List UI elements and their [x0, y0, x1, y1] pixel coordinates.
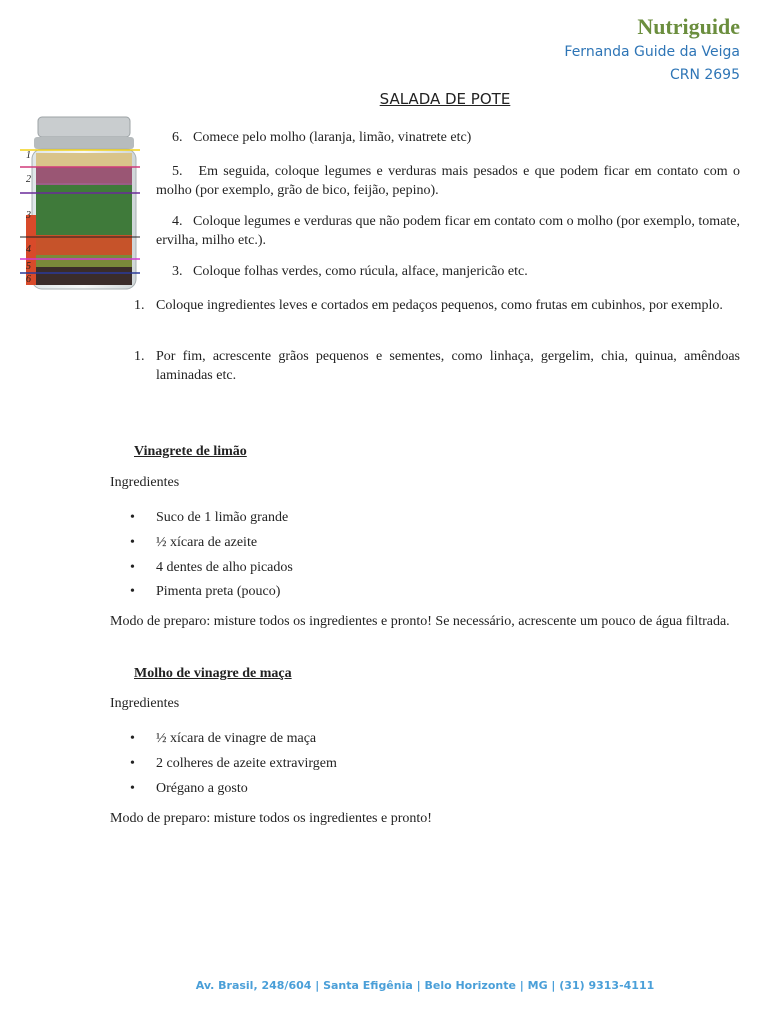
footer-address: Av. Brasil, 248/604 | Santa Efigênia | Belo Horizonte | MG | (31) 9313-4111 [195, 979, 655, 992]
jar-label-2: 2 [26, 174, 31, 185]
molho-heading: Molho de vinagre de maça [134, 666, 292, 681]
brand-name: Nutriguide [637, 14, 740, 39]
salad-jar-image [20, 115, 140, 295]
crn-number: CRN 2695 [669, 67, 740, 83]
list-item: • Suco de 1 limão grande [130, 510, 289, 525]
step-3: 3. Coloque folhas verdes, como rúcula, alface, manjericão etc. [172, 264, 528, 279]
page-title: SALADA DE POTE [379, 90, 511, 108]
jar-label-6: 6 [26, 274, 31, 285]
step-6: 6. Comece pelo molho (laranja, limão, vinatrete etc) [172, 130, 472, 145]
list-item: • 4 dentes de alho picados [130, 560, 293, 575]
vinagrete-ingredients-label: Ingredientes [110, 475, 180, 490]
jar-label-4: 4 [26, 244, 31, 255]
author-name: Fernanda Guide da Veiga [564, 44, 740, 60]
molho-ingredients-label: Ingredientes [110, 696, 180, 711]
molho-preparo: Modo de preparo: misture todos os ingredientes e pronto! [110, 811, 432, 826]
jar-label-3: 3 [26, 210, 31, 221]
list-item: • Pimenta preta (pouco) [130, 584, 281, 599]
list-item: • 2 colheres de azeite extravirgem [130, 756, 337, 771]
vinagrete-heading: Vinagrete de limão [134, 444, 247, 459]
list-item-light-ingredients: 1. Coloque ingredientes leves e cortados em pedaços pequenos, como frutas em cubinhos, por exemplo. [134, 298, 723, 313]
vinagrete-preparo: Modo de preparo: misture todos os ingredientes e pronto! Se necessário, acrescente um pouco de água filtrada. [110, 614, 730, 629]
jar-label-5: 5 [26, 261, 31, 272]
list-item: • ½ xícara de azeite [130, 535, 258, 550]
list-item: • ½ xícara de vinagre de maça [130, 731, 317, 746]
jar-label-1: 1 [26, 150, 31, 161]
list-item-grains-seeds: 1. Por fim, acrescente grãos pequenos e sementes, como linhaça, gergelim, chia, quinua, amêndoas laminadas etc. [134, 349, 740, 383]
step-4: 4. Coloque legumes e verduras que não podem ficar em contato com o molho (por exemplo, tomate, ervilha, milho etc.). [156, 214, 741, 248]
step-5: 5. Em seguida, coloque legumes e verduras mais pesados e que podem ficar em contato com o molho (por exemplo, grão de bico, feijão, pepino). [156, 164, 741, 198]
list-item: • Orégano a gosto [130, 781, 248, 796]
